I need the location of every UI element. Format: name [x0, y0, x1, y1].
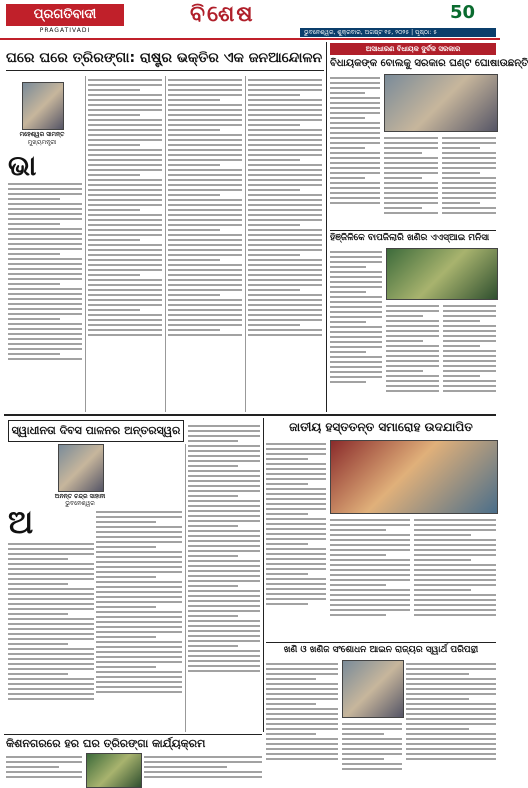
- main-author-name: ମହେଶ୍ୱର ସାମନ୍ତ: [19, 131, 65, 138]
- press-meet-photo: [384, 74, 498, 132]
- section-divider: [326, 42, 327, 412]
- section-rule: [4, 414, 496, 416]
- main-col-1: [8, 180, 82, 412]
- independence-author-name: ଅନନ୍ତ ଚନ୍ଦ୍ର ସାହାନୀ: [54, 493, 106, 500]
- divider: [245, 76, 246, 412]
- handicraft-event-photo: [330, 440, 498, 514]
- independence-author-role: ଭୁବନେଶ୍ୱର: [65, 500, 95, 507]
- anniversary-logo: 50: [450, 2, 476, 23]
- divider: [85, 76, 86, 412]
- main-col-2: [88, 76, 162, 412]
- main-headline: ଘରେ ଘରେ ତ୍ରିରଙ୍ଗା: ରାଷ୍ଟ୍ର ଭକ୍ତିର ଏକ ଜନଆନ୍ଦୋଳନ: [6, 50, 323, 66]
- divider: [185, 444, 186, 732]
- top-right-headline: ବିଧାୟକଙ୍କ ବୋଲକୁ ସରକାର ଘଣ୍ଟ ଘୋଷାଉଛନ୍ତି: [330, 58, 528, 69]
- dateline: ଭୁବନେଶ୍ୱର, ଶୁକ୍ରବାର, ଅଗଷ୍ଟ ୧୫, ୨୦୨୫ | ପୃଷ୍ଠା: ୫: [300, 28, 496, 37]
- rally-photo: [86, 753, 142, 788]
- bottom-rule: [4, 734, 262, 735]
- mid-right-col-1: [330, 248, 382, 410]
- mid-right-col-2: [386, 302, 439, 410]
- bottom-col-1: [6, 753, 82, 786]
- top-right-kicker: ଅସାଧାରଣ ବିଧାୟକ ଦୁର୍ବଳ ସରକାର: [330, 43, 496, 55]
- mid-right-headline: ହିଞ୍ଜିଳିକେ ବାପଜିଲାରି ଖଣିର ଏଏସ୍‌ଆଇ ମନିସା: [330, 233, 490, 243]
- main-col-3: [168, 76, 242, 412]
- main-col-4: [248, 76, 322, 412]
- divider: [165, 76, 166, 412]
- coal-col-3: [406, 660, 496, 784]
- coal-col-2: [342, 720, 402, 784]
- coal-rule: [266, 642, 496, 643]
- independence-col-2: [96, 508, 182, 732]
- independence-col-1: [8, 540, 94, 732]
- mid-right-rule: [330, 230, 496, 231]
- top-right-col-3: [442, 134, 496, 228]
- coal-col-1: [266, 660, 338, 784]
- independence-headline: ସ୍ୱାଧୀନତା ଦିବସ ପାଳନର ଅନ୍ତରସ୍ୱର: [8, 420, 184, 442]
- mid-right-col-3: [443, 302, 496, 410]
- event-group-photo: [386, 248, 498, 300]
- brand-latin: PRAGATIVADI: [39, 27, 91, 34]
- main-headline-rule: [6, 70, 324, 71]
- handicraft-headline: ଜାତୀୟ ହସ୍ତତନ୍ତ ସମାରୋହ ଉଦଯାପିତ: [289, 420, 473, 434]
- independence-col-3: [188, 422, 260, 732]
- top-right-col-2: [384, 134, 438, 228]
- main-author-photo: [22, 82, 64, 130]
- section-divider: [263, 418, 264, 732]
- bottom-col-2: [144, 753, 262, 786]
- bottom-headline: କିଶନଗରରେ ହର ଘର ତ୍ରିରଙ୍ଗା କାର୍ଯ୍ୟକ୍ରମ: [6, 737, 206, 750]
- main-author-role: ମୁଖ୍ୟମନ୍ତ୍ରୀ: [27, 139, 57, 146]
- section-title: ବିଶେଷ: [190, 2, 255, 27]
- coal-headline: ଖଣି ଓ ଖଣିଜ ସଂଶୋଧନ ଆଇନ ରାଜ୍ୟର ସ୍ୱାର୍ଥ ପରିପନ୍ଥୀ: [283, 645, 479, 655]
- handicraft-col-3: [414, 516, 496, 640]
- main-dropcap: ଭା: [8, 149, 37, 182]
- brand-logo: ପ୍ରଗତିବାଦୀ: [6, 4, 124, 26]
- masthead: [0, 0, 500, 40]
- coal-speaker-photo: [342, 660, 404, 718]
- handicraft-col-1: [266, 440, 326, 640]
- top-right-col-1: [330, 74, 380, 228]
- independence-author-photo: [58, 444, 104, 492]
- independence-dropcap: ଅ: [8, 503, 34, 541]
- handicraft-col-2: [330, 516, 410, 640]
